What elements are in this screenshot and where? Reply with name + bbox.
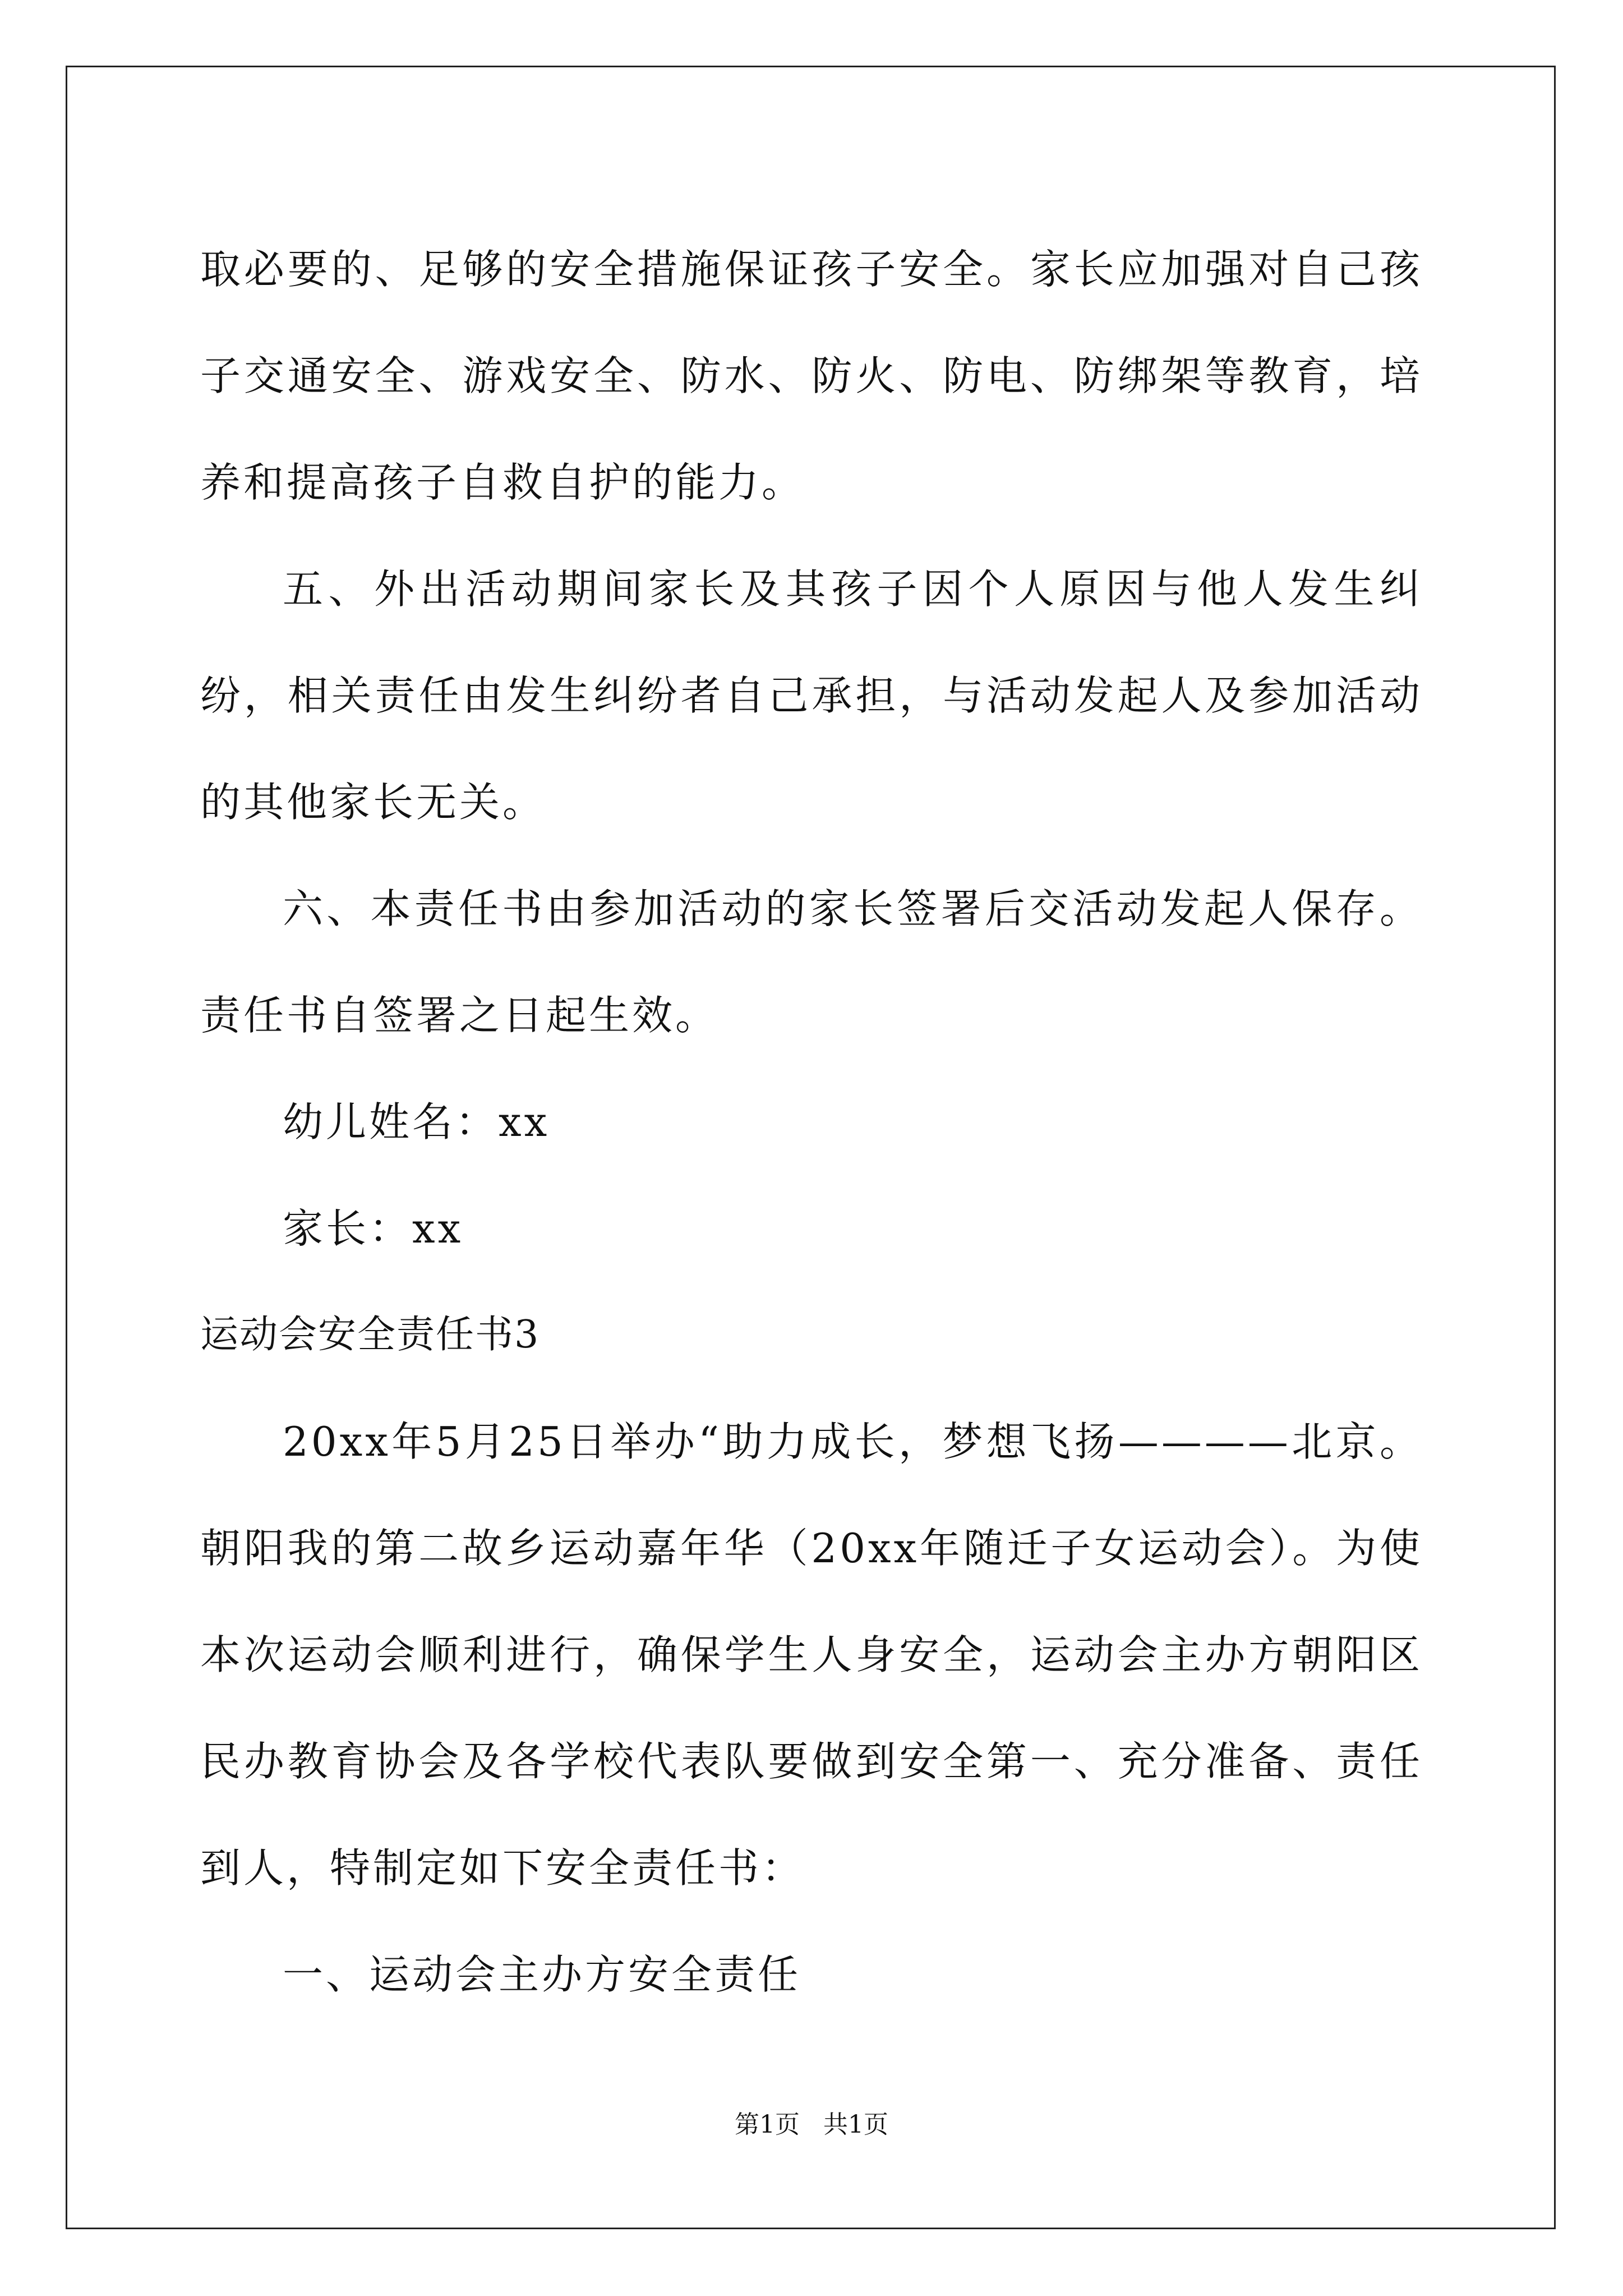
page-total: 共1页 (823, 2110, 888, 2139)
document-body (200, 216, 1423, 2028)
parent-line: 家长：xx (283, 1205, 464, 1252)
section-title: 运动会安全责任书3 (200, 1313, 540, 1357)
child-name-line: 幼儿姓名：xx (283, 1098, 550, 1145)
paragraph-organizer-heading: 一、运动会主办方安全责任 (283, 1951, 801, 1998)
paragraph-event-intro: 20xx年5月25日举办“助力成长，梦想飞扬————北京。朝阳我的第二故乡运动嘉年华（20xx年随迁子女运动会）。为使本次运动会顺利进行，确保学生人身安全，运动会主办方朝阳区民办教育协会及各学校代表队要做到安全第一、充分准备、责任到人，特制定如下安全责任书： (200, 1418, 1423, 1892)
page-footer (0, 2108, 1623, 2142)
paragraph-safety-measures: 取必要的、足够的安全措施保证孩子安全。家长应加强对自己孩子交通安全、游戏安全、防水、防火、防电、防绑架等教育，培养和提高孩子自救自护的能力。 (200, 246, 1423, 506)
paragraph-clause-six: 六、本责任书由参加活动的家长签署后交活动发起人保存。责任书自签署之日起生效。 (200, 885, 1423, 1039)
paragraph-clause-five: 五、外出活动期间家长及其孩子因个人原因与他人发生纠纷，相关责任由发生纠纷者自己承担，与活动发起人及参加活动的其他家长无关。 (200, 565, 1423, 826)
page-number: 第1页 (735, 2110, 800, 2139)
